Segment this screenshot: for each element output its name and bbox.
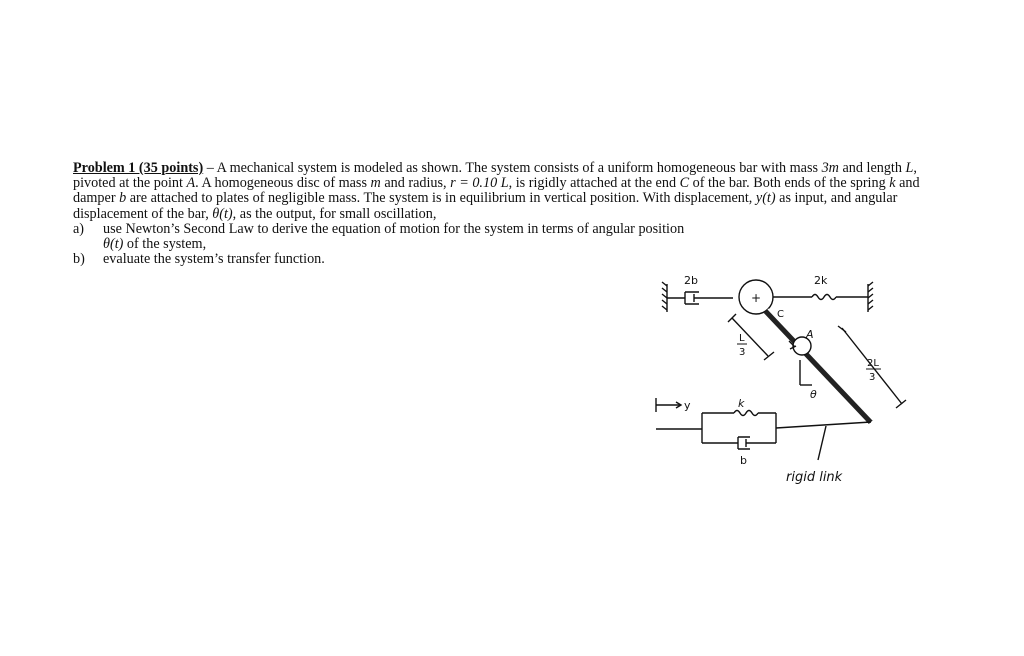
pivot-symbol: A — [186, 175, 196, 192]
end-symbol: C — [679, 175, 690, 192]
item-text: of the system, — [123, 236, 207, 253]
text-run: , is rigidly attached at the end — [508, 175, 680, 192]
right-wall-hatch — [868, 282, 873, 310]
bar-highlight — [768, 309, 876, 420]
damper-symbol: b — [119, 190, 127, 207]
input-symbol: y(t) — [755, 190, 776, 207]
label-k: k — [738, 397, 745, 410]
label-theta: θ — [810, 388, 817, 401]
label-b: b — [740, 454, 747, 467]
bar — [766, 311, 871, 422]
label-rigid-link: rigid link — [786, 470, 843, 485]
label-plus: + — [751, 291, 762, 305]
text-run: . A homogeneous disc of mass — [195, 175, 371, 192]
problem-paragraph — [73, 161, 933, 222]
item-text: use Newton’s Second Law to derive the equation of motion for the system in terms of angular position — [103, 220, 685, 237]
dim-l3-line — [732, 318, 768, 356]
theta-symbol: θ(t) — [103, 236, 124, 253]
text-run: and length — [838, 160, 906, 176]
text-run: , as the output, for small oscillation, — [232, 205, 437, 222]
text-run: as input, and angular displacement of the bar, — [73, 190, 898, 222]
text-run: and damper — [73, 175, 920, 207]
text-run: of the bar. Both ends of the spring — [689, 175, 890, 192]
list-item — [73, 252, 933, 267]
problem-heading: Problem 1 (35 points) — [73, 160, 204, 176]
rigid-link-leader — [818, 426, 826, 460]
text-run: – A mechanical system is modeled as shown. The system consists of a uniform homogeneous bar with mass — [203, 160, 822, 176]
list-item-continuation — [73, 237, 933, 252]
text-run: , pivoted at the point — [73, 160, 917, 192]
label-2b: 2b — [684, 274, 698, 287]
spring-2k-coil — [812, 295, 836, 300]
label-2l: 2L — [867, 358, 879, 369]
output-symbol: θ(t) — [212, 205, 233, 222]
length-symbol: L — [905, 160, 914, 176]
label-2k: 2k — [814, 274, 828, 287]
label-a: A — [806, 328, 814, 341]
label-l3-denominator: 3 — [739, 347, 746, 358]
spring-k-coil — [734, 411, 758, 416]
label-c: C — [777, 309, 784, 320]
rigid-link — [776, 422, 871, 428]
mass-disc: m — [370, 175, 381, 192]
left-wall-hatch — [662, 282, 667, 310]
dim-2l3-ext-bottom — [896, 400, 906, 408]
mass-bar: 3m — [821, 160, 839, 176]
item-text: evaluate the system’s transfer function. — [103, 251, 325, 268]
list-item — [73, 222, 933, 237]
label-y: y — [684, 399, 691, 412]
item-label: b) — [73, 251, 85, 268]
text-run: are attached to plates of negligible mass. The system is in equilibrium in vertical position. With displacement, — [126, 190, 756, 207]
label-l: L — [739, 333, 745, 344]
mechanical-diagram — [640, 270, 910, 500]
problem-statement — [73, 161, 933, 267]
item-label: a) — [73, 220, 85, 237]
radius-expr: r = 0.10 L — [450, 175, 509, 192]
spring-symbol: k — [889, 175, 896, 192]
label-2l3-denominator: 3 — [869, 372, 876, 383]
text-run: and radius, — [380, 175, 451, 192]
